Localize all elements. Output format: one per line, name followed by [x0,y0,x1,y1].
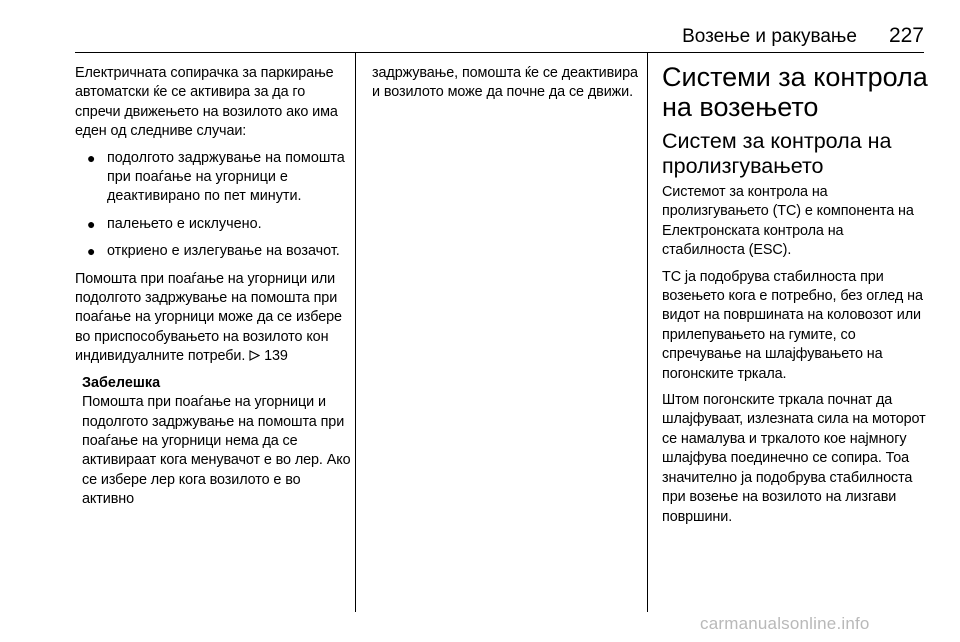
bullet-icon: ● [87,215,96,232]
continuation-paragraph: задржување, помошта ќе се деактивира и возилото може да почне да се движи. [372,65,638,101]
tc-paragraph-2: TC ја подобрува стабилноста при возењето кога е потребно, без оглед на видот на површината на коловозот или прилепувањето на гумите, со спречување на шлајфувањето на погонските тркала. [662,268,923,382]
chapter-title: Возење и ракување [682,26,857,47]
bullet-list [75,149,351,262]
note-text: Помошта при поаѓање на угорници и подолгото задржување на помошта при поаѓање на угорници нема да се активираат кога менувачот е во лер. Ако се избере лер кога возилото е во активно [82,394,351,508]
column-2 [372,64,640,103]
column-divider-2 [647,53,648,612]
header-rule [75,52,924,53]
selection-text: Помошта при поаѓање на угорници или подолгото задржување на помошта при поаѓање на угорници може да се избере во приспособувањето на возилото кон индивидуалните потреби. [75,270,342,365]
tc-paragraph-1: Системот за контрола на пролизгувањето (TC) е компонента на Електронската контрола на стабилноста (ESC). [662,184,914,259]
page-header [440,22,924,52]
list-item [75,215,351,234]
list-item [75,242,351,261]
list-item-text: палењето е исклучено. [107,215,262,232]
bullet-icon: ● [87,243,96,260]
reference-arrow-icon[interactable] [249,348,264,364]
intro-paragraph: Електричната сопирачка за паркирање автоматски ќе се активира за да го спречи движењето на возилото ако има еден од следниве случаи: [75,65,338,140]
list-item [75,149,351,207]
column-divider-1 [355,53,356,612]
page-number: 227 [888,24,924,47]
tc-paragraph-3: Штом погонските тркала почнат да шлајфуваат, излезната сила на моторот се намалува и тркалото кое најмногу шлајфува поединечно се сопира. Тоа значително ја подобрува стабилноста при возење на возилото на лизгави површини. [662,392,926,525]
column-1 [75,64,351,510]
watermark: carmanualsonline.info [700,614,870,633]
column-3 [662,64,928,534]
note-title: Забелешка [82,374,161,391]
selection-paragraph [75,270,351,367]
list-item-text: откриено е излегување на возачот. [107,243,340,260]
reference-page-link[interactable]: 139 [264,348,288,365]
bullet-icon: ● [87,149,96,166]
subsection-heading: Систем за контрола на пролизгувањето [662,129,892,178]
note-box [75,374,351,510]
list-item-text: подолгото задржување на помошта при поаѓање на угорници е деактивирано по пет минути. [107,149,345,205]
section-heading: Системи за контрола на возењето [662,62,928,122]
